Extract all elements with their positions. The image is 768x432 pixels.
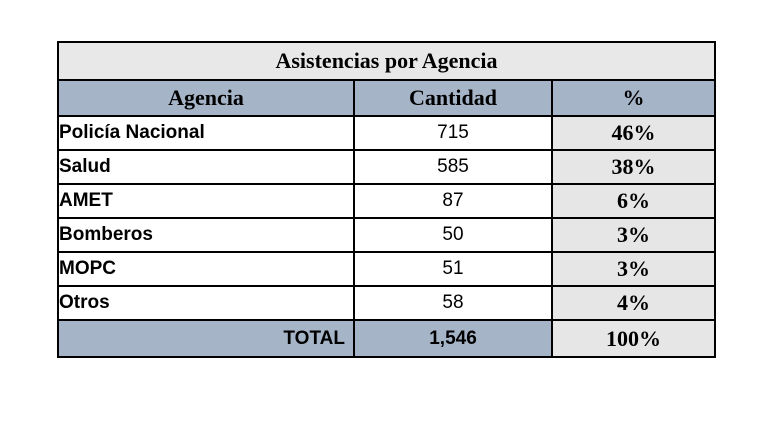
header-percent: %: [552, 80, 715, 116]
count-cell: 715: [354, 116, 552, 150]
count-cell: 58: [354, 286, 552, 320]
total-count: 1,546: [354, 320, 552, 357]
table-row: [58, 116, 715, 150]
agency-cell: Bomberos: [58, 218, 354, 252]
count-cell: 50: [354, 218, 552, 252]
total-percent: 100%: [552, 320, 715, 357]
table-row: [58, 286, 715, 320]
header-agencia: Agencia: [58, 80, 354, 116]
table-row: [58, 218, 715, 252]
percent-cell: 38%: [552, 150, 715, 184]
percent-cell: 3%: [552, 252, 715, 286]
agency-cell: Policía Nacional: [58, 116, 354, 150]
asistencias-table: [57, 41, 716, 358]
table-title: Asistencias por Agencia: [58, 42, 715, 80]
percent-cell: 4%: [552, 286, 715, 320]
table-row: [58, 150, 715, 184]
table-row: [58, 184, 715, 218]
agency-cell: AMET: [58, 184, 354, 218]
count-cell: 87: [354, 184, 552, 218]
total-row: [58, 320, 715, 357]
header-cantidad: Cantidad: [354, 80, 552, 116]
count-cell: 51: [354, 252, 552, 286]
percent-cell: 3%: [552, 218, 715, 252]
agency-cell: MOPC: [58, 252, 354, 286]
total-label: TOTAL: [58, 320, 354, 357]
percent-cell: 46%: [552, 116, 715, 150]
agency-cell: Otros: [58, 286, 354, 320]
table-header-row: [58, 80, 715, 116]
percent-cell: 6%: [552, 184, 715, 218]
agency-cell: Salud: [58, 150, 354, 184]
count-cell: 585: [354, 150, 552, 184]
table-title-row: [58, 42, 715, 80]
table-row: [58, 252, 715, 286]
